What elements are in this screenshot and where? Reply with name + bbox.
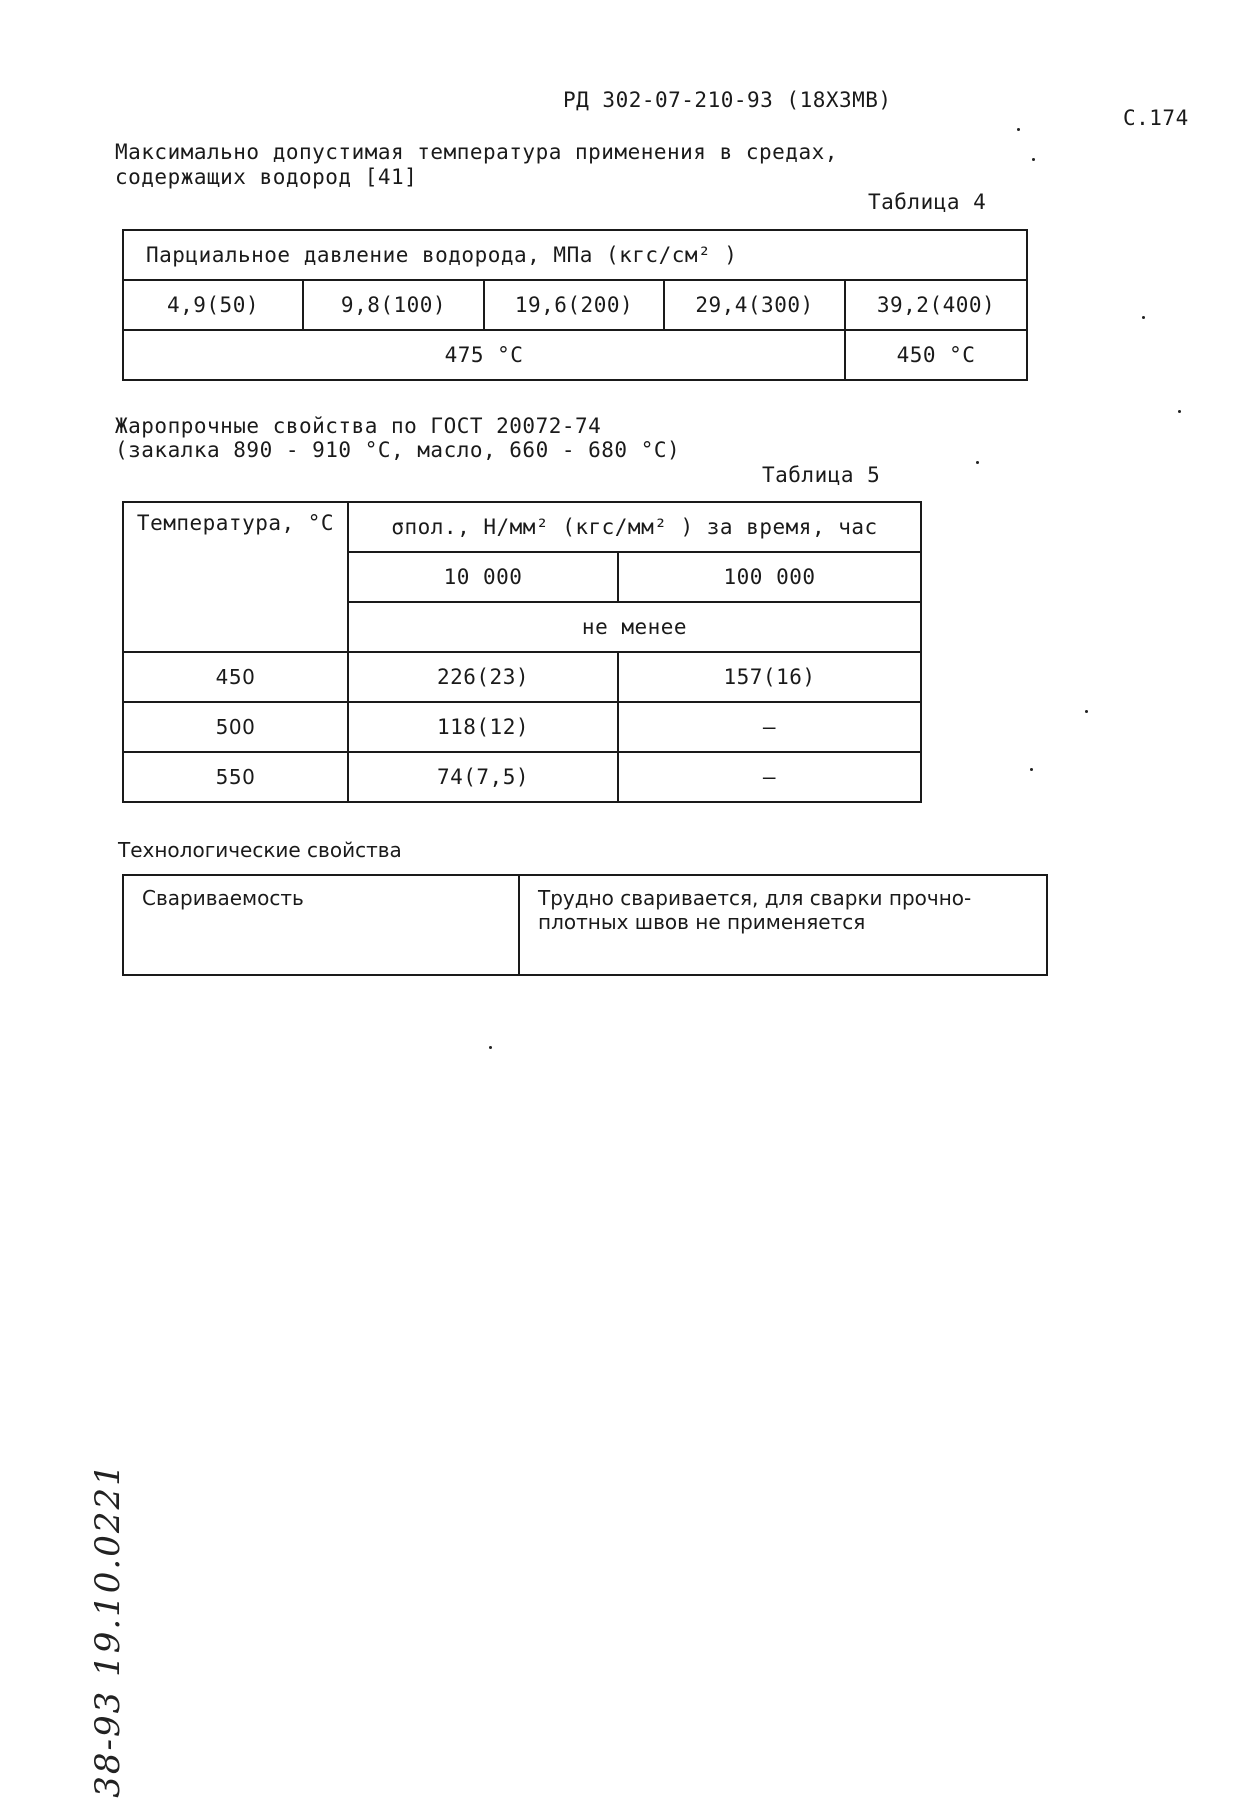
- temperature-cell: 450: [123, 652, 348, 702]
- scan-speck: [1178, 410, 1181, 413]
- pressure-cell: 4,9(50): [123, 280, 303, 330]
- stress-100000-cell: –: [618, 752, 921, 802]
- table-5: [122, 501, 922, 803]
- table4-temperature-row: [123, 330, 1027, 380]
- not-less-cell: не менее: [348, 602, 921, 652]
- temperature-cell-main: 475 °С: [123, 330, 845, 380]
- scan-speck: [976, 461, 979, 464]
- section3-title: Технологические свойства: [118, 838, 402, 862]
- temperature-cell-last: 450 °С: [845, 330, 1027, 380]
- pressure-cell: 19,6(200): [484, 280, 664, 330]
- duration-cell: 100 000: [618, 552, 921, 602]
- table-row: [123, 702, 921, 752]
- table4-header: Парциальное давление водорода, МПа (кгс/см² ): [123, 230, 1027, 280]
- duration-cell: 10 000: [348, 552, 618, 602]
- section1-title-line1: Максимально допустимая температура применения в средах,: [115, 140, 838, 164]
- stress-10000-cell: 74(7,5): [348, 752, 618, 802]
- pressure-cell: 29,4(300): [664, 280, 845, 330]
- table-4: [122, 229, 1028, 381]
- table-row: [123, 875, 1047, 975]
- section2-title-line2: (закалка 890 - 910 °С, масло, 660 - 680 °С): [115, 438, 681, 462]
- technological-properties-table: [122, 874, 1048, 976]
- temperature-cell: 500: [123, 702, 348, 752]
- scan-speck: [1085, 710, 1088, 713]
- document-code: РД 302-07-210-93 (18Х3МВ): [563, 88, 892, 112]
- table-row: [123, 652, 921, 702]
- stress-10000-cell: 226(23): [348, 652, 618, 702]
- scan-speck: [1142, 316, 1145, 319]
- table5-temperature-header: Температура, °С: [123, 502, 348, 652]
- stress-100000-cell: –: [618, 702, 921, 752]
- section2-title-line1: Жаропрочные свойства по ГОСТ 20072-74: [115, 414, 602, 438]
- scan-speck: [1032, 158, 1035, 161]
- table5-stress-header: σпол., Н/мм² (кгс/мм² ) за время, час: [348, 502, 921, 552]
- stress-100000-cell: 157(16): [618, 652, 921, 702]
- table4-label: Таблица 4: [868, 190, 987, 214]
- table4-pressure-row: [123, 280, 1027, 330]
- property-value-cell: Трудно сваривается, для сварки прочно-плотных швов не применяется: [519, 875, 1047, 975]
- scan-speck: [1030, 768, 1033, 771]
- scan-speck: [489, 1046, 492, 1049]
- stress-10000-cell: 118(12): [348, 702, 618, 752]
- scan-speck: [1017, 128, 1020, 131]
- temperature-cell: 550: [123, 752, 348, 802]
- section1-title-line2: содержащих водород [41]: [115, 165, 418, 189]
- table-row: [123, 752, 921, 802]
- page-number: С.174: [1123, 106, 1189, 130]
- handwritten-margin-note: 38-93 19.10.0221: [87, 1462, 128, 1798]
- pressure-cell: 39,2(400): [845, 280, 1027, 330]
- property-name-cell: Свариваемость: [123, 875, 519, 975]
- table5-label: Таблица 5: [762, 463, 881, 487]
- pressure-cell: 9,8(100): [303, 280, 484, 330]
